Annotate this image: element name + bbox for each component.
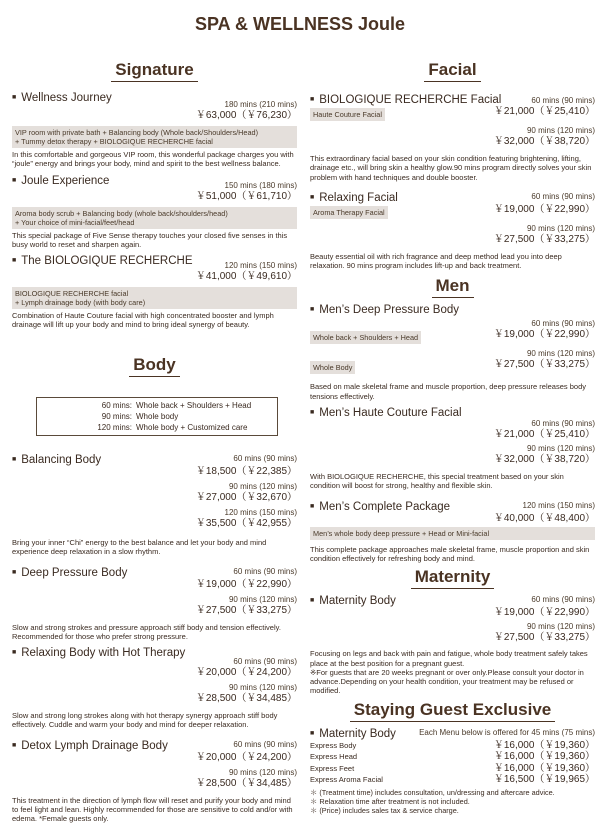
duration: 150 mins (180 mins) [224, 180, 297, 190]
price: ￥28,500（￥34,485） [195, 693, 297, 705]
body-duration-legend [36, 397, 278, 436]
description: This complete package approaches male skeletal frame, muscle proportion and skin condition effectively for refreshing body and mind. [310, 544, 590, 563]
description: This special package of Five Sense therapy touches your closed five senses in this busy world to reset and sharpen again. [12, 230, 288, 249]
section-heading-men: Men [310, 276, 595, 298]
item-name: ■ Deep Pressure Body [12, 567, 127, 579]
item-name: ■ Men’s Haute Couture Facial [310, 407, 595, 419]
treatment-box: Haute Couture Facial [310, 108, 385, 121]
section-heading-body: Body [12, 355, 297, 377]
body-section [12, 355, 297, 377]
list-item: Express Body ￥16,000（￥19,360） [310, 739, 595, 751]
price: ￥27,500（￥33,275） [493, 233, 595, 245]
treatment-box: Whole Body [310, 361, 355, 374]
item-name: ■ Men’s Deep Pressure Body [310, 304, 595, 316]
section-heading-staying-guest: Staying Guest Exclusive [310, 700, 595, 722]
price: ￥41,000（￥49,610） [195, 271, 297, 283]
includes-box: Men’s whole body deep pressure + Head or Mini-facial [310, 527, 595, 540]
duration: 90 mins (120 mins) [228, 683, 297, 693]
item-relaxing-facial [310, 186, 595, 271]
description: Based on male skeletal frame and muscle proportion, deep pressure releases body tensions effectively. [310, 382, 586, 401]
duration: 60 mins (90 mins) [233, 657, 297, 667]
footnote: ＊ (Treatment time) includes consultation, un/dressing and aftercare advice. [310, 787, 555, 797]
legend-row: 120 mins: Whole body + Customized care [97, 423, 248, 432]
footnote: ＊ (Price) includes sales tax & service charge. [310, 805, 459, 815]
item-biologique-facial [310, 92, 595, 182]
footnote: ＊ Relaxation time after treatment is not included. [310, 796, 470, 806]
page-title: SPA & WELLNESS Joule [194, 14, 406, 34]
price: ￥19,000（￥22,990） [195, 578, 297, 590]
price: ￥51,000（￥61,710） [195, 190, 297, 202]
includes-box: BIOLOGIQUE RECHERCHE facial + Lymph drainage body (with body care) [12, 287, 297, 309]
item-mens-complete-package [310, 495, 595, 564]
duration: 90 mins (120 mins) [526, 126, 595, 135]
right-column [310, 60, 595, 815]
duration: 60 mins (90 mins) [233, 566, 297, 576]
includes-box: Aroma body scrub + Balancing body (whole back/shoulders/head) + Your choice of mini-facial/feet/head [12, 207, 297, 229]
section-heading-signature: Signature [12, 60, 297, 82]
section-heading-facial: Facial [310, 60, 595, 82]
price: ￥63,000（￥76,230） [195, 110, 297, 121]
item-wellness-journey [12, 92, 297, 169]
item-name: ■ Wellness Journey [12, 92, 297, 104]
item-maternity-body [310, 589, 595, 695]
duration: 60 mins (90 mins) [531, 96, 595, 105]
price: ￥19,000（￥22,990） [493, 203, 595, 215]
item-deep-pressure-body [12, 561, 297, 642]
left-column [12, 60, 297, 334]
price: ￥35,500（￥42,955） [195, 518, 297, 529]
item-name: ■ Men’s Complete Package [310, 501, 450, 513]
item-name: ■ Balancing Body [12, 454, 101, 466]
item-name: ■ Relaxing Body with Hot Therapy [12, 647, 297, 659]
legend-row: 60 mins: Whole back + Shoulders + Head [101, 401, 252, 410]
item-name: ■ The BIOLOGIQUE RECHERCHE [12, 255, 297, 267]
description: Focusing on legs and back with pain and fatigue, whole body treatment safely takes place at the best position for a pregnant guest. ※For guests that are 20 weeks pregnant or over only.Please consult your doctor in advance.Depending on your health condition, your treatment may be refused or modified. [310, 649, 588, 696]
treatment-box: Aroma Therapy Facial [310, 206, 388, 219]
description: Slow and strong long strokes along with hot therapy synergy approach stiff body effectively. Cuddle and warm your body and mind for deeper relaxation. [12, 711, 278, 730]
item-mens-deep-pressure [310, 304, 595, 401]
duration: 60 mins (90 mins) [233, 454, 297, 463]
price: ￥27,500（￥33,275） [493, 632, 595, 644]
list-item: Express Feet ￥16,000（￥19,360） [310, 762, 595, 774]
price: ￥28,500（￥34,485） [195, 777, 297, 789]
description: Beauty essential oil with rich fragrance and deep method lead you into deep relaxation. 90 mins program includes lift-up and back treatment. [310, 251, 562, 271]
footnotes [310, 788, 595, 815]
item-mens-haute-couture [310, 407, 595, 491]
item-biologique-recherche [12, 255, 297, 330]
price: ￥40,000（￥48,400） [493, 512, 595, 524]
item-name: ■ Maternity Body [310, 595, 396, 607]
duration: 60 mins (90 mins) [531, 419, 595, 429]
price: ￥18,500（￥22,385） [195, 466, 297, 477]
item-detox-lymph-drainage [12, 734, 297, 824]
item-name: ■ Joule Experience [12, 175, 297, 187]
section-heading-maternity: Maternity [310, 567, 595, 589]
price: ￥21,000（￥25,410） [493, 429, 595, 441]
duration: 60 mins (90 mins) [531, 191, 595, 201]
item-name: ■ Detox Lymph Drainage Body [12, 740, 168, 752]
item-name: ■ Maternity Body [310, 728, 396, 740]
price: ￥27,500（￥33,275） [493, 359, 595, 371]
price: ￥19,000（￥22,990） [493, 329, 595, 341]
price: ￥27,500（￥33,275） [195, 604, 297, 616]
price: ￥32,000（￥38,720） [493, 454, 595, 466]
duration: 120 mins (150 mins) [224, 508, 297, 517]
price: ￥27,000（￥32,670） [195, 492, 297, 503]
treatment-box: Whole back + Shoulders + Head [310, 331, 421, 344]
price: ￥20,000（￥24,200） [195, 667, 297, 679]
price: ￥19,000（￥22,990） [493, 607, 595, 619]
duration: 90 mins (120 mins) [228, 594, 297, 604]
item-relaxing-body-hot-therapy [12, 647, 297, 730]
item-balancing-body [12, 448, 297, 557]
description: Bring your inner “Chi” energy to the best balance and let your body and mind experience deep relaxation in a slow rhythm. [12, 538, 267, 557]
duration: 90 mins (120 mins) [526, 444, 595, 454]
duration: 90 mins (120 mins) [526, 622, 595, 632]
item-name: ■ BIOLOGIQUE RECHERCHE Facial [310, 94, 501, 106]
duration: 90 mins (120 mins) [526, 349, 595, 359]
list-item: Express Aroma Facial ￥16,500（￥19,965） [310, 774, 595, 786]
item-staying-guest [310, 722, 595, 815]
body-items [12, 448, 297, 828]
duration: 90 mins (120 mins) [526, 223, 595, 233]
price: ￥21,000（￥25,410） [493, 106, 595, 117]
item-joule-experience [12, 175, 297, 250]
description: Slow and strong strokes and pressure approach stiff body and tension effectively. Recommended for those who prefer strong pressure. [12, 622, 281, 641]
menu-duration-note: Each Menu below is offered for 45 mins (75 mins) [419, 727, 595, 737]
price: ￥20,000（￥24,200） [195, 751, 297, 763]
duration: 90 mins (120 mins) [228, 482, 297, 491]
duration: 60 mins (90 mins) [233, 739, 297, 749]
description: In this comfortable and gorgeous VIP room, this wonderful package charges you with “joule” energy and brings your body, mind and spirit to the best wellness balance. [12, 150, 294, 169]
duration: 60 mins (90 mins) [531, 319, 595, 329]
description: This extraordinary facial based on your skin condition featuring brightening, lifting, drainage etc., will bring skin a healthy glow.90 mins program directly solves your skin problem with hand techniques and double booster. [310, 154, 592, 182]
includes-box: VIP room with private bath + Balancing body (Whole back/Shoulders/Head) + Tummy detox therapy + BIOLOGIQUE RECHERCHE facial [12, 126, 297, 148]
description: This treatment in the direction of lymph flow will reset and purify your body and mind to feel light and lean. Highly recommended for those are sensitive to cold and/or with edema. *Female guests only. [12, 795, 293, 824]
duration: 120 mins (150 mins) [224, 261, 297, 271]
description: Combination of Haute Couture facial with high concentrated booster and lymph drainage will lift up your body and mind to bring ideal synergy of beauty. [12, 311, 274, 330]
duration: 120 mins (150 mins) [522, 500, 595, 510]
item-name: ■ Relaxing Facial [310, 192, 398, 204]
duration: 60 mins (90 mins) [531, 595, 595, 605]
list-item: Express Head ￥16,000（￥19,360） [310, 751, 595, 763]
description: With BIOLOGIQUE RECHERCHE, this special treatment based on your skin condition will boost for strong, healthy and flexible skin. [310, 472, 564, 491]
legend-row: 90 mins: Whole body [101, 412, 179, 421]
duration: 90 mins (120 mins) [228, 767, 297, 777]
price: ￥32,000（￥38,720） [493, 136, 595, 147]
duration: 180 mins (210 mins) [224, 100, 297, 109]
